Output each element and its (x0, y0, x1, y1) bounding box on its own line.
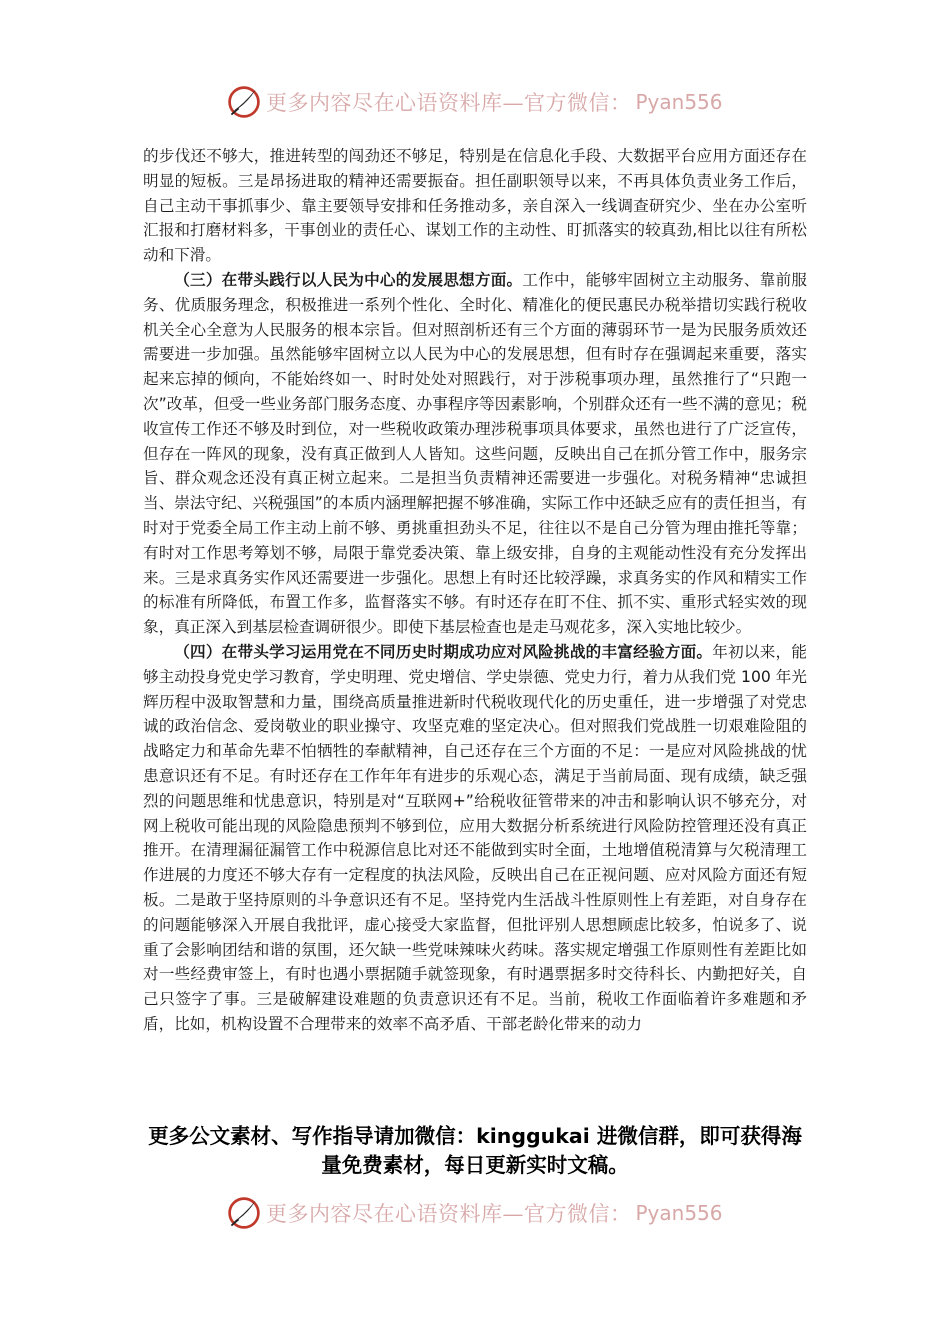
header-banner-id: Pyan556 (635, 90, 723, 114)
footer-banner-id: Pyan556 (635, 1201, 723, 1225)
quill-circle-logo-icon (226, 1195, 262, 1231)
document-body (143, 144, 807, 1037)
paragraph-2-text: 工作中，能够牢固树立主动服务、靠前服务、优质服务理念，积极推进一系列个性化、全时化、精准化的便民惠民办税举措切实践行税收机关全心全意为人民服务的根本宗旨。但对照剖析还有三个方面的薄弱环节一是为民服务质效还需要进一步加强。虽然能够牢固树立以人民为中心的发展思想，但有时存在强调起来重要，落实起来忘掉的倾向，不能始终如一、时时处处对照践行，对于涉税事项办理，虽然推行了“只跑一次”改革，但受一些业务部门服务态度、办事程序等因素影响，个别群众还有一些不满的意见；税收宣传工作还不够及时到位，对一些税收政策办理涉税事项具体要求，虽然也进行了广泛宣传，但存在一阵风的现象，没有真正做到人人皆知。这些问题，反映出自己在抓分管工作中，服务宗旨、群众观念还没有真正树立起来。二是担当负责精神还需要进一步强化。对税务精神“忠诚担当、崇法守纪、兴税强国”的本质内涵理解把握不够准确，实际工作中还缺乏应有的责任担当，有时对于党委全局工作主动上前不够、勇挑重担劲头不足，往往以不是自己分管为理由推托等靠；有时对工作思考筹划不够，局限于靠党委决策、靠上级安排，自身的主观能动性没有充分发挥出来。三是求真务实作风还需要进一步强化。思想上有时还比较浮躁，求真务实的作风和精实工作的标准有所降低，布置工作多，监督落实不够。有时还存在盯不住、抓不实、重形式轻实效的现象，真正深入到基层检查调研很少。即使下基层检查也是走马观花多，深入实地比较少。 (143, 270, 807, 637)
paragraph-1: 的步伐还不够大，推进转型的闯劲还不够足，特别是在信息化手段、大数据平台应用方面还存在明显的短板。三是昂扬进取的精神还需要振奋。担任副职领导以来，不再具体负责业务工作后，自己主动干事抓事少、靠主要领导安排和任务推动多，亲自深入一线调查研究少、坐在办公室听汇报和打磨材料多，干事创业的责任心、谋划工作的主动性、盯抓落实的较真劲,相比以往有所松动和下滑。 (143, 147, 807, 265)
footer-banner-text: 更多内容尽在心语资料库—官方微信： (266, 1202, 632, 1226)
header-banner (226, 82, 723, 122)
promo-notice: 更多公文素材、写作指导请加微信：kinggukai 进微信群，即可获得海量免费素材，每日更新实时文稿。 (148, 1124, 802, 1177)
paragraph-3-heading: （四）在带头学习运用党在不同历史时期成功应对风险挑战的丰富经验方面。 (174, 642, 713, 661)
paragraph-2-heading: （三）在带头践行以人民为中心的发展思想方面。 (174, 270, 523, 289)
paragraph-2 (143, 268, 807, 640)
header-banner-text: 更多内容尽在心语资料库—官方微信： (266, 91, 632, 115)
paragraph-3-text: 年初以来，能够主动投身党史学习教育，学史明理、党史增信、学史崇德、党史力行，着力从我们党 100 年光辉历程中汲取智慧和力量，围绕高质量推进新时代税收现代化的历史重任，进一步增强了对党忠诚的政治信念、爱岗敬业的职业操守、攻坚克难的坚定决心。但对照我们党战胜一切艰难险阻的战略定力和革命先辈不怕牺牲的奉献精神，自己还存在三个方面的不足：一是应对风险挑战的忧患意识还有不足。有时还存在工作年年有进步的乐观心态，满足于当前局面、现有成绩，缺乏强烈的问题思维和忧患意识，特别是对“互联网+”给税收征管带来的冲击和影响认识不够充分，对网上税收可能出现的风险隐患预判不够到位，应用大数据分析系统进行风险防控管理还没有真正推开。在清理漏征漏管工作中税源信息比对还不能做到实时全面，土地增值税清算与欠税清理工作进展的力度还不够大存有一定程度的执法风险，反映出自己在正视问题、应对风险方面还有短板。二是敢于坚持原则的斗争意识还有不足。坚持党内生活战斗性原则性上有差距，对自身存在的问题能够深入开展自我批评，虚心接受大家监督，但批评别人思想顾虑比较多，怕说多了、说重了会影响团结和谐的氛围，还欠缺一些党味辣味火药味。落实规定增强工作原则性有差距比如对一些经费审签上，有时也遇小票据随手就签现象，有时遇票据多时交待科长、内勤把好关，自己只签字了事。三是破解建设难题的负责意识还有不足。当前，税收工作面临着许多难题和矛盾，比如，机构设置不合理带来的效率不高矛盾、干部老龄化带来的动力 (143, 642, 807, 1033)
footer-banner (226, 1193, 723, 1233)
quill-circle-logo-icon (226, 84, 262, 120)
paragraph-3 (143, 640, 807, 1037)
